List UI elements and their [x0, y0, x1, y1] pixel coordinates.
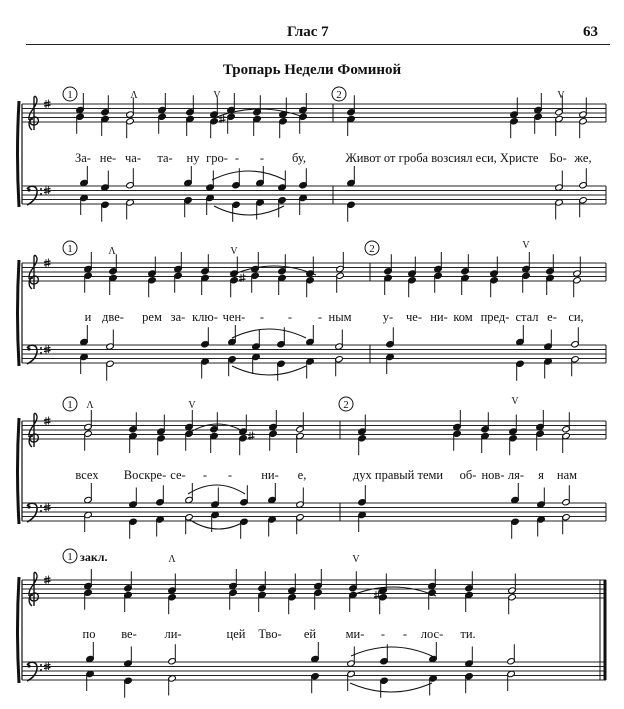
- soprano-note: [251, 252, 260, 273]
- alto-note: [174, 272, 183, 293]
- accent-marker: V: [511, 396, 519, 407]
- bass-note: [201, 358, 210, 379]
- bass-note: [511, 518, 520, 539]
- tenor-note: [516, 325, 525, 346]
- lyric-syllable: нов-: [481, 468, 505, 482]
- lyric-syllable: -: [402, 627, 408, 641]
- alto-note: [148, 277, 157, 298]
- tenor-note: [555, 171, 564, 192]
- soprano-note: [536, 410, 545, 431]
- soprano-note: [124, 571, 133, 592]
- tenor-note: [571, 327, 580, 348]
- bass-clef-icon: [27, 345, 42, 364]
- bass-note: [129, 518, 138, 539]
- alto-note: [347, 115, 356, 136]
- tenor-note: [347, 166, 356, 187]
- accent-marker: V: [188, 400, 196, 411]
- lyric-syllable: пред-: [480, 310, 510, 324]
- bass-note: [306, 358, 315, 379]
- tenor-note: [268, 483, 277, 504]
- bass-note: [168, 675, 177, 696]
- alto-note: [453, 430, 462, 451]
- bass-note: [185, 514, 194, 535]
- section-marker-number: 2: [336, 89, 342, 101]
- tenor-note: [579, 168, 588, 189]
- section-marker-number: 1: [67, 89, 73, 101]
- tenor-note: [358, 485, 367, 506]
- alto-note: [186, 115, 195, 136]
- tenor-note: [168, 644, 177, 665]
- phrase-slur: [351, 647, 432, 656]
- bass-note: [86, 670, 95, 691]
- soprano-note: [185, 410, 194, 431]
- tenor-note: [240, 485, 249, 506]
- alto-note: [510, 118, 519, 139]
- bass-note: [380, 677, 389, 698]
- alto-note: [129, 432, 138, 453]
- lyric-syllable: ком: [453, 310, 473, 324]
- bass-note: [101, 201, 110, 222]
- alto-note: [168, 594, 177, 615]
- accent-marker: V: [557, 90, 565, 101]
- lyric-syllable: се-: [170, 468, 186, 482]
- soprano-note: [358, 415, 367, 436]
- bass-note: [156, 516, 165, 537]
- lyric-syllable: чен-: [222, 310, 246, 324]
- soprano-note: [279, 98, 288, 119]
- lyric-syllable: нам: [556, 468, 578, 482]
- alto-note: [461, 274, 470, 295]
- lyric-syllable: лос-: [420, 627, 444, 641]
- alto-note: [210, 118, 219, 139]
- lyric-syllable: -: [227, 468, 233, 482]
- alto-note: [579, 118, 588, 139]
- bass-note: [516, 360, 525, 381]
- alto-note: [434, 272, 443, 293]
- soprano-note: [109, 254, 118, 275]
- soprano-note: [384, 254, 393, 275]
- bass-note: [80, 353, 89, 374]
- bass-note: [555, 199, 564, 220]
- lyric-syllable: -: [287, 310, 293, 324]
- accent-marker: V: [522, 240, 530, 251]
- bass-note: [429, 675, 438, 696]
- soprano-note: [210, 412, 219, 433]
- phrase-slur: [232, 329, 306, 338]
- bass-staff: [22, 186, 606, 204]
- soprano-note: [258, 571, 267, 592]
- lyric-syllable: дух правый теми: [352, 468, 444, 482]
- soprano-note: [453, 410, 462, 431]
- bass-staff: [22, 503, 606, 521]
- soprano-note: [84, 410, 93, 431]
- tone-heading: Глас 7: [287, 24, 329, 40]
- page-number: 63: [583, 24, 598, 40]
- soprano-note: [428, 569, 437, 590]
- soprano-note: [288, 574, 297, 595]
- alto-note: [428, 589, 437, 610]
- alto-note: [124, 591, 133, 612]
- tenor-note: [311, 642, 320, 663]
- alto-note: [253, 115, 262, 136]
- lyric-syllable: -: [202, 468, 208, 482]
- bass-note: [544, 358, 553, 379]
- alto-note: [278, 274, 287, 295]
- soprano-note: [579, 98, 588, 119]
- accent-marker: V: [230, 246, 238, 257]
- lyric-syllable: ти.: [460, 627, 476, 641]
- alto-note: [76, 113, 85, 134]
- tenor-note: [306, 325, 315, 346]
- tenor-note: [228, 325, 237, 346]
- alto-note: [546, 274, 555, 295]
- soprano-note: [158, 93, 167, 114]
- lyric-syllable: -: [234, 151, 240, 165]
- bass-note: [358, 511, 367, 532]
- bass-note: [571, 356, 580, 377]
- soprano-note: [481, 412, 490, 433]
- section-marker-number: 2: [343, 399, 349, 411]
- bass-note: [277, 360, 286, 381]
- system-brace: [18, 101, 20, 207]
- bass-note: [232, 201, 241, 222]
- system-brace: [18, 577, 20, 683]
- tenor-note: [80, 166, 89, 187]
- lyric-syllable: Бо-: [549, 151, 567, 165]
- bass-note: [206, 194, 215, 215]
- treble-staff: [22, 421, 606, 439]
- lyric-syllable: ля-: [507, 468, 525, 482]
- tenor-note: [106, 330, 115, 351]
- soprano-note: [299, 93, 308, 114]
- soprano-note: [269, 410, 278, 431]
- tenor-note: [347, 647, 356, 668]
- lyric-syllable: всех: [75, 468, 99, 482]
- soprano-note: [157, 415, 166, 436]
- lyric-syllable: За-: [75, 151, 91, 165]
- bass-clef-icon: [27, 503, 42, 522]
- section-marker-number: 1: [67, 399, 73, 411]
- accent-marker: V: [213, 90, 221, 101]
- soprano-note: [148, 257, 157, 278]
- phrase-slur: [214, 206, 284, 215]
- tenor-note: [299, 168, 308, 189]
- bass-note: [299, 194, 308, 215]
- lyric-syllable: бу,: [291, 151, 307, 165]
- soprano-note: [349, 571, 358, 592]
- lyric-syllable: не-: [99, 151, 117, 165]
- soprano-note: [84, 569, 93, 590]
- treble-staff: [22, 580, 606, 598]
- soprano-note: [314, 569, 323, 590]
- bass-note: [335, 356, 344, 377]
- lyric-syllable: гро-: [206, 151, 228, 165]
- section-marker-number: 2: [369, 243, 375, 255]
- bass-note: [184, 197, 193, 218]
- soprano-note: [508, 574, 517, 595]
- bass-note: [256, 199, 265, 220]
- tenor-note: [80, 325, 89, 346]
- accent-marker: Λ: [168, 554, 176, 565]
- alto-note: [158, 113, 167, 134]
- tenor-note: [562, 485, 571, 506]
- soprano-note: [562, 412, 571, 433]
- soprano-note: [509, 415, 518, 436]
- soprano-note: [434, 252, 443, 273]
- phrase-slur: [350, 683, 432, 692]
- lyric-syllable: е-: [547, 310, 557, 324]
- accent-marker: Λ: [130, 90, 138, 101]
- alto-note: [84, 589, 93, 610]
- alto-note: [239, 435, 248, 456]
- accent-marker: Λ: [86, 400, 94, 411]
- lyric-syllable: стал: [515, 310, 539, 324]
- alto-note: [251, 272, 260, 293]
- alto-note: [109, 274, 118, 295]
- soprano-note: [174, 252, 183, 273]
- lyric-syllable: ни-: [261, 468, 279, 482]
- bass-note: [296, 514, 305, 535]
- bass-note: [124, 677, 133, 698]
- bass-note: [347, 670, 356, 691]
- tenor-note: [211, 488, 220, 509]
- alto-note: [126, 118, 135, 139]
- soprano-note: [201, 254, 210, 275]
- alto-note: [481, 432, 490, 453]
- lyric-syllable: цей: [226, 627, 246, 641]
- accent-marker: Λ: [108, 246, 116, 257]
- alto-note: [84, 272, 93, 293]
- alto-note: [258, 591, 267, 612]
- bass-note: [126, 199, 135, 220]
- lyric-syllable: ли-: [164, 627, 182, 641]
- soprano-note: [129, 412, 138, 433]
- tenor-note: [126, 168, 135, 189]
- treble-staff: [22, 104, 606, 122]
- alto-note: [185, 430, 194, 451]
- alto-note: [336, 272, 345, 293]
- tenor-note: [296, 488, 305, 509]
- tenor-note: [278, 171, 287, 192]
- lyric-syllable: об-: [459, 468, 477, 482]
- tenor-note: [335, 330, 344, 351]
- lyric-syllable: Воскре-: [123, 468, 167, 482]
- bass-note: [537, 516, 546, 537]
- alto-note: [490, 277, 499, 298]
- soprano-note: [510, 98, 519, 119]
- alto-note: [536, 430, 545, 451]
- lyric-syllable: си,: [568, 310, 584, 324]
- soprano-note: [408, 257, 417, 278]
- system-brace: [18, 418, 20, 524]
- lyric-syllable: рем: [142, 310, 162, 324]
- lyric-syllable: ным: [328, 310, 352, 324]
- alto-note: [508, 594, 517, 615]
- alto-note: [229, 589, 238, 610]
- alto-note: [562, 432, 571, 453]
- tenor-note: [252, 330, 261, 351]
- soprano-note: [101, 95, 110, 116]
- soprano-note: [347, 95, 356, 116]
- lyric-syllable: ча-: [125, 151, 141, 165]
- lyric-syllable: две-: [102, 310, 124, 324]
- tenor-note: [544, 330, 553, 351]
- system-brace: [18, 260, 20, 366]
- bass-note: [386, 353, 395, 374]
- soprano-note: [227, 93, 236, 114]
- lyric-syllable: же,: [574, 151, 592, 165]
- lyric-syllable: -: [380, 627, 386, 641]
- lyric-syllable: та-: [157, 151, 173, 165]
- soprano-note: [296, 412, 305, 433]
- lyric-syllable: е,: [297, 468, 307, 482]
- tenor-note: [256, 166, 265, 187]
- lyric-syllable: по: [82, 627, 96, 641]
- bass-note: [347, 201, 356, 222]
- soprano-note: [229, 569, 238, 590]
- lyric-syllable: -: [317, 310, 323, 324]
- bass-note: [311, 673, 320, 694]
- alto-note: [84, 430, 93, 451]
- alto-note: [408, 277, 417, 298]
- phrase-slur: [350, 587, 436, 596]
- bass-note: [228, 356, 237, 377]
- bass-note: [252, 353, 261, 374]
- soprano-note: [379, 574, 388, 595]
- section-marker-number: 1: [67, 551, 73, 563]
- lyric-syllable: ей: [303, 627, 317, 641]
- lyric-syllable: Живот от гроба возсиял еси, Христе: [345, 151, 539, 165]
- soprano-note: [546, 254, 555, 275]
- phrase-slur: [188, 485, 245, 494]
- alto-note: [288, 594, 297, 615]
- bass-note: [507, 670, 516, 691]
- soprano-note: [490, 257, 499, 278]
- tenor-note: [86, 642, 95, 663]
- soprano-note: [84, 252, 93, 273]
- lyric-syllable: ну: [186, 151, 200, 165]
- alto-note: [101, 115, 110, 136]
- lyric-syllable: за-: [170, 310, 186, 324]
- alto-note: [296, 432, 305, 453]
- soprano-note: [168, 574, 177, 595]
- lyric-syllable: -: [259, 310, 265, 324]
- lyric-syllable: и: [84, 310, 92, 324]
- soprano-note: [278, 254, 287, 275]
- lyric-syllable: я: [538, 468, 544, 482]
- tenor-note: [84, 483, 93, 504]
- ending-marker: закл.: [80, 550, 108, 564]
- alto-note: [573, 277, 582, 298]
- alto-note: [230, 277, 239, 298]
- alto-note: [210, 432, 219, 453]
- lyric-syllable: ве-: [121, 627, 137, 641]
- tenor-note: [511, 483, 520, 504]
- soprano-note: [461, 254, 470, 275]
- lyric-syllable: клю-: [192, 310, 218, 324]
- bass-note: [465, 673, 474, 694]
- soprano-note: [534, 93, 543, 114]
- alto-note: [227, 113, 236, 134]
- tenor-note: [507, 644, 516, 665]
- bass-note: [268, 516, 277, 537]
- alto-note: [279, 118, 288, 139]
- soprano-note: [465, 571, 474, 592]
- tenor-note: [537, 488, 546, 509]
- lyric-syllable: у-: [382, 310, 394, 324]
- bass-clef-icon: [27, 662, 42, 681]
- soprano-note: [239, 415, 248, 436]
- tenor-note: [206, 171, 215, 192]
- alto-note: [384, 274, 393, 295]
- phrase-slur: [232, 366, 306, 375]
- alto-note: [269, 430, 278, 451]
- lyric-syllable: че-: [406, 310, 422, 324]
- alto-note: [314, 589, 323, 610]
- alto-note: [358, 435, 367, 456]
- alto-note: [201, 274, 210, 295]
- tenor-note: [129, 488, 138, 509]
- alto-note: [522, 272, 531, 293]
- soprano-note: [336, 252, 345, 273]
- bass-note: [562, 514, 571, 535]
- tenor-note: [429, 642, 438, 663]
- tenor-note: [124, 647, 133, 668]
- accent-marker: V: [352, 554, 360, 565]
- lyric-syllable: ни-: [430, 310, 448, 324]
- alto-note: [555, 115, 564, 136]
- alto-note: [534, 113, 543, 134]
- piece-title: Тропарь Недели Фоминой: [222, 62, 402, 78]
- tenor-note: [101, 171, 110, 192]
- bass-note: [579, 197, 588, 218]
- section-marker-number: 1: [67, 243, 73, 255]
- tenor-note: [156, 485, 165, 506]
- bass-note: [84, 511, 93, 532]
- tenor-note: [465, 647, 474, 668]
- alto-note: [509, 435, 518, 456]
- alto-note: [157, 435, 166, 456]
- soprano-note: [186, 95, 195, 116]
- soprano-note: [253, 95, 262, 116]
- bass-note: [106, 360, 115, 381]
- tenor-note: [184, 166, 193, 187]
- phrase-slur: [212, 171, 285, 180]
- tenor-note: [201, 327, 210, 348]
- bass-clef-icon: [27, 186, 42, 205]
- alto-note: [465, 591, 474, 612]
- alto-note: [306, 277, 315, 298]
- lyric-syllable: Тво-: [258, 627, 282, 641]
- soprano-note: [573, 257, 582, 278]
- lyric-syllable: ми-: [345, 627, 365, 641]
- soprano-note: [522, 252, 531, 273]
- bass-note: [80, 194, 89, 215]
- tenor-note: [386, 327, 395, 348]
- lyric-syllable: -: [259, 151, 265, 165]
